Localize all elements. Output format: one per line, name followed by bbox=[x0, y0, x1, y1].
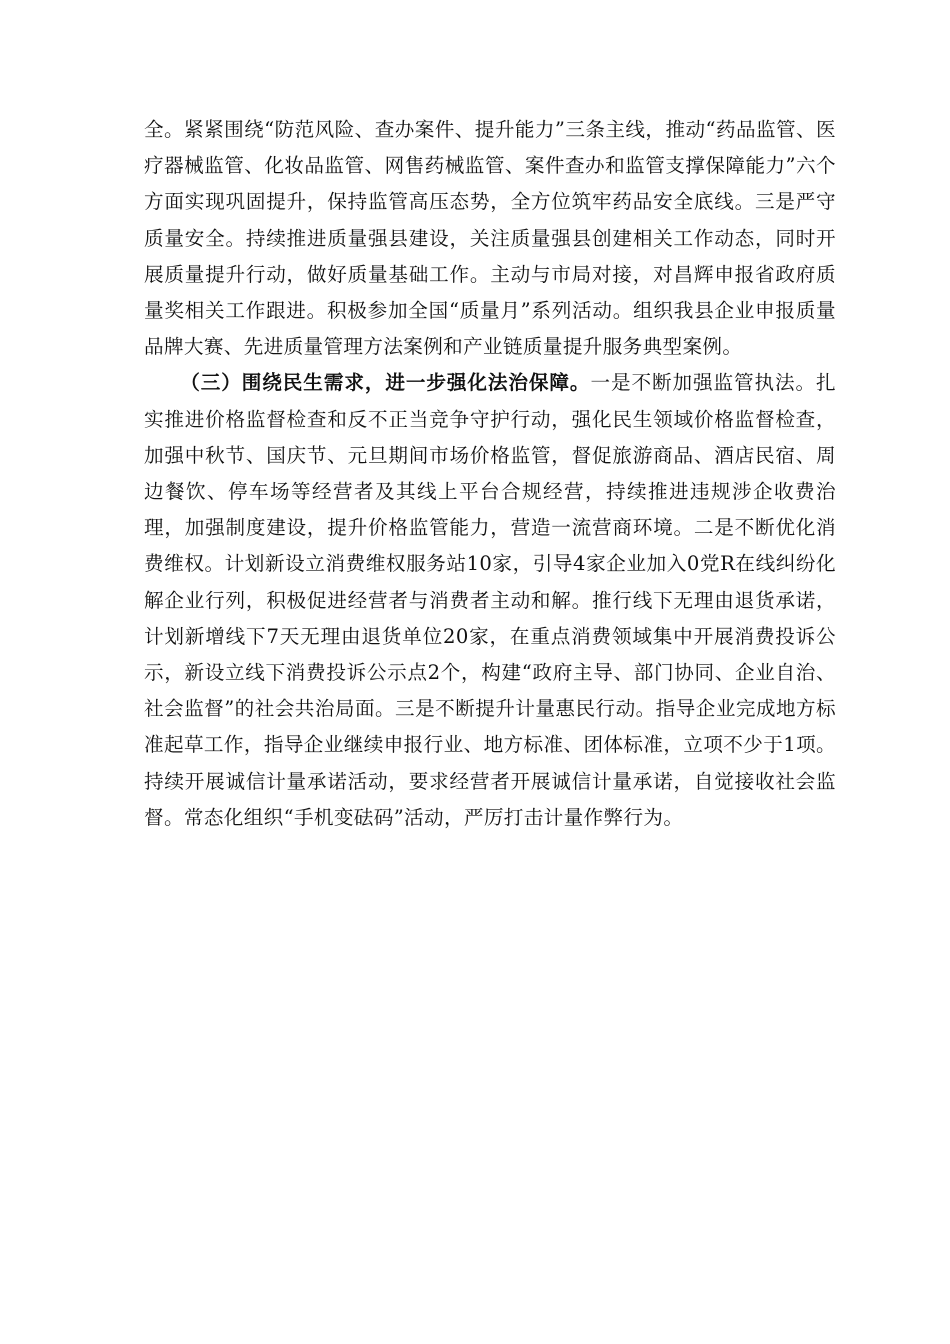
section-heading: （三）围绕民生需求，进一步强化法治保障。 bbox=[180, 371, 591, 395]
paragraph-quality-safety bbox=[144, 112, 836, 365]
paragraph-text: 一是不断加强监管执法。扎实推进价格监督检查和反不正当竞争守护行动，强化民生领域价格监督检查，加强中秋节、国庆节、元旦期间市场价格监管，督促旅游商品、酒店民宿、周边餐饮、停车场等经营者及其线上平台合规经营，持续推进违规涉企收费治理，加强制度建设，提升价格监管能力，营造一流营商环境。二是不断优化消费维权。计划新设立消费维权服务站10家，引导4家企业加入0党R在线纠纷化解企业行列，积极促进经营者与消费者主动和解。推行线下无理由退货承诺，计划新增线下7天无理由退货单位20家，在重点消费领域集中开展消费投诉公示，新设立线下消费投诉公示点2个，构建“政府主导、部门协同、企业自治、社会监督”的社会共治局面。三是不断提升计量惠民行动。指导企业完成地方标准起草工作，指导企业继续申报行业、地方标准、团体标准，立项不少于1项。持续开展诚信计量承诺活动，要求经营者开展诚信计量承诺，自觉接收社会监督。常态化组织“手机变砝码”活动，严厉打击计量作弊行为。 bbox=[144, 371, 837, 829]
document-body bbox=[144, 112, 836, 836]
paragraph-legal-protection bbox=[144, 365, 836, 836]
paragraph-text: 全。紧紧围绕“防范风险、查办案件、提升能力”三条主线，推动“药品监管、医疗器械监管、化妆品监管、网售药械监管、案件查办和监管支撑保障能力”六个方面实现巩固提升，保持监管高压态势，全方位筑牢药品安全底线。三是严守质量安全。持续推进质量强县建设，关注质量强县创建相关工作动态，同时开展质量提升行动，做好质量基础工作。主动与市局对接，对昌辉申报省政府质量奖相关工作跟进。积极参加全国“质量月”系列活动。组织我县企业申报质量品牌大赛、先进质量管理方法案例和产业链质量提升服务典型案例。 bbox=[144, 118, 836, 359]
